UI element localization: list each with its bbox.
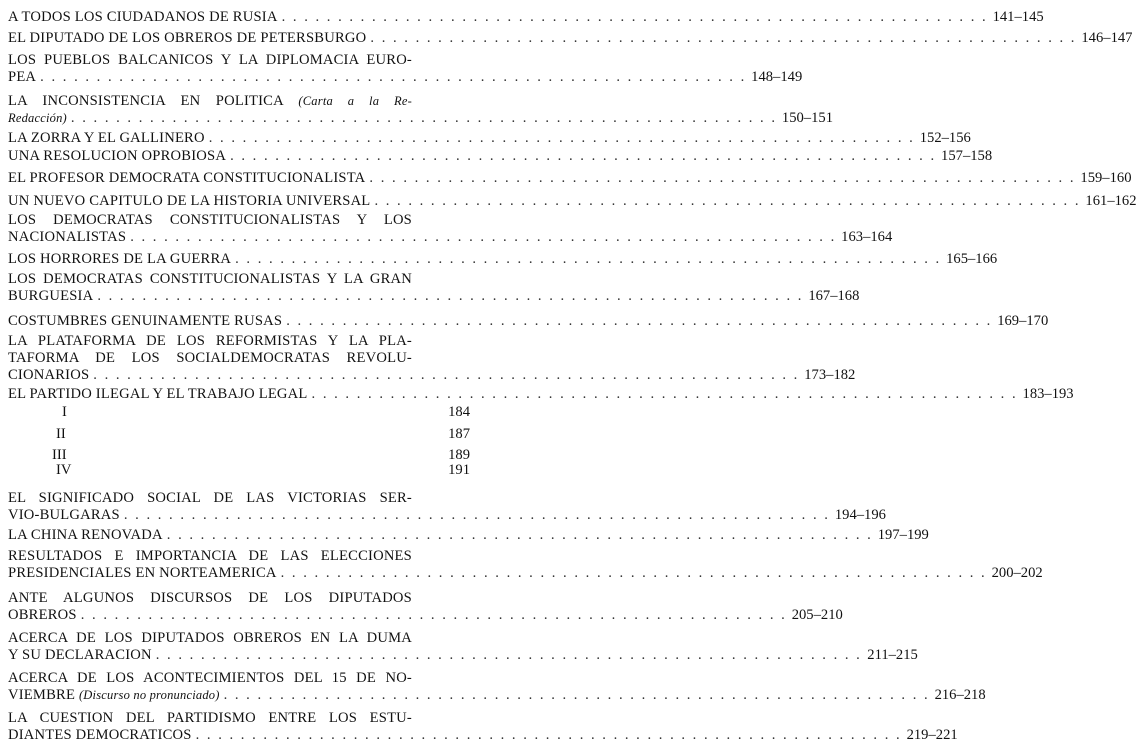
entry-last-line	[8, 69, 803, 86]
toc-entry	[8, 710, 958, 744]
entry-last-line	[8, 527, 929, 544]
page-range: 159–160	[1080, 170, 1132, 186]
entry-title-line: RESULTADOS E IMPORTANCIA DE LAS ELECCIONES	[8, 548, 412, 564]
dot-leader: . . . . . . . . . . . . . . . . . . . . . . . . . . . . . . . . . . . . . . . . . . . . . . . . . . . . . . . . . . . . . . .	[93, 367, 800, 383]
entry-title-text: COSTUMBRES GENUINAMENTE RUSAS	[8, 313, 283, 329]
entry-last-line	[8, 148, 993, 165]
entry-last-line	[8, 687, 986, 704]
page-range: 146–147	[1081, 30, 1133, 46]
dot-leader: . . . . . . . . . . . . . . . . . . . . . . . . . . . . . . . . . . . . . . . . . . . . . . . . . . . . . . . . . . . . . . .	[223, 687, 930, 703]
entry-last-line	[8, 30, 1133, 47]
toc-entry	[8, 9, 1044, 26]
entry-last-line	[8, 110, 833, 127]
entry-title-text: LA INCONSISTENCIA EN POLITICA	[8, 93, 284, 109]
page-range: 169–170	[997, 313, 1049, 329]
toc-entry	[8, 590, 843, 624]
toc-entry	[8, 670, 986, 704]
entry-last-line	[8, 367, 856, 384]
toc-entry	[8, 548, 1043, 582]
entry-title-text: NACIONALISTAS	[8, 229, 127, 245]
page-range: 211–215	[867, 647, 918, 663]
subsection-page: 191	[448, 462, 470, 478]
subsection-page: 187	[448, 426, 470, 442]
toc-entry	[8, 212, 893, 246]
entry-title-line: LA PLATAFORMA DE LOS REFORMISTAS Y LA PLA-	[8, 333, 412, 349]
entry-title-text: LOS HORRORES DE LA GUERRA	[8, 251, 232, 267]
dot-leader: . . . . . . . . . . . . . . . . . . . . . . . . . . . . . . . . . . . . . . . . . . . . . . . . . . . . . . . . . . . . . . .	[374, 193, 1081, 209]
entry-title-line: LOS PUEBLOS BALCANICOS Y LA DIPLOMACIA EURO-	[8, 52, 412, 68]
page-range: 200–202	[991, 565, 1043, 581]
entry-last-line	[8, 507, 886, 524]
entry-last-line	[8, 647, 918, 664]
page-range: 197–199	[877, 527, 929, 543]
entry-title-text: A TODOS LOS CIUDADANOS DE RUSIA	[8, 9, 278, 25]
entry-last-line	[8, 170, 1132, 187]
entry-last-line	[8, 130, 971, 147]
toc-entry	[8, 251, 998, 268]
page-range: 163–164	[841, 229, 893, 245]
subsection-page: 184	[448, 404, 470, 420]
toc-entry	[8, 52, 803, 86]
entry-title-text: UNA RESOLUCION OPROBIOSA	[8, 148, 227, 164]
entry-title-text: UN NUEVO CAPITULO DE LA HISTORIA UNIVERSAL	[8, 193, 371, 209]
page-range: 173–182	[804, 367, 856, 383]
toc-entry	[8, 193, 1137, 210]
toc-entry	[8, 630, 918, 664]
entry-title-text: EL DIPUTADO DE LOS OBREROS DE PETERSBURGO	[8, 30, 367, 46]
entry-title-text: PRESIDENCIALES EN NORTEAMERICA	[8, 565, 277, 581]
page-range: 152–156	[919, 130, 971, 146]
toc-entry	[8, 30, 1133, 47]
entry-last-line	[8, 386, 1074, 403]
dot-leader: . . . . . . . . . . . . . . . . . . . . . . . . . . . . . . . . . . . . . . . . . . . . . . . . . . . . . . . . . . . . . . .	[311, 386, 1018, 402]
toc-entry	[8, 527, 929, 544]
dot-leader: . . . . . . . . . . . . . . . . . . . . . . . . . . . . . . . . . . . . . . . . . . . . . . . . . . . . . . . . . . . . . . .	[130, 229, 837, 245]
entry-last-line	[8, 565, 1043, 582]
subsection-numeral: III	[52, 447, 67, 463]
entry-last-line	[8, 288, 860, 305]
entry-title-text: PEA	[8, 69, 37, 85]
entry-title-text: LA CHINA RENOVADA	[8, 527, 163, 543]
entry-last-line	[8, 9, 1044, 26]
toc-entry	[8, 93, 833, 127]
toc-entry	[8, 490, 886, 524]
page-range: 167–168	[808, 288, 860, 304]
page-range: 219–221	[906, 727, 958, 743]
entry-title-text: LA ZORRA Y EL GALLINERO	[8, 130, 205, 146]
entry-title-line	[8, 93, 412, 110]
entry-title-line: ACERCA DE LOS ACONTECIMIENTOS DEL 15 DE NO-	[8, 670, 412, 686]
dot-leader: . . . . . . . . . . . . . . . . . . . . . . . . . . . . . . . . . . . . . . . . . . . . . . . . . . . . . . . . . . . . . . .	[370, 30, 1077, 46]
entry-last-line	[8, 727, 958, 744]
subsection-numeral: IV	[56, 462, 72, 478]
entry-title-line: ACERCA DE LOS DIPUTADOS OBREROS EN LA DUMA	[8, 630, 412, 646]
entry-title-text: VIEMBRE	[8, 687, 76, 703]
dot-leader: . . . . . . . . . . . . . . . . . . . . . . . . . . . . . . . . . . . . . . . . . . . . . . . . . . . . . . . . . . . . . . .	[369, 170, 1076, 186]
dot-leader: . . . . . . . . . . . . . . . . . . . . . . . . . . . . . . . . . . . . . . . . . . . . . . . . . . . . . . . . . . . . . . .	[195, 727, 902, 743]
entry-last-line	[8, 313, 1049, 330]
entry-title-line: TAFORMA DE LOS SOCIALDEMOCRATAS REVOLU-	[8, 350, 412, 366]
dot-leader: . . . . . . . . . . . . . . . . . . . . . . . . . . . . . . . . . . . . . . . . . . . . . . . . . . . . . . . . . . . . . . .	[208, 130, 915, 146]
dot-leader: . . . . . . . . . . . . . . . . . . . . . . . . . . . . . . . . . . . . . . . . . . . . . . . . . . . . . . . . . . . . . . .	[70, 110, 777, 126]
entry-title-line: ANTE ALGUNOS DISCURSOS DE LOS DIPUTADOS	[8, 590, 412, 606]
dot-leader: . . . . . . . . . . . . . . . . . . . . . . . . . . . . . . . . . . . . . . . . . . . . . . . . . . . . . . . . . . . . . . .	[80, 607, 787, 623]
entry-note: (Carta a la Re-	[298, 94, 412, 108]
toc-entry	[8, 333, 856, 384]
toc-entry	[8, 271, 860, 305]
subsection-page: 189	[448, 447, 470, 463]
entry-last-line	[8, 193, 1137, 210]
page-range: 205–210	[791, 607, 843, 623]
dot-leader: . . . . . . . . . . . . . . . . . . . . . . . . . . . . . . . . . . . . . . . . . . . . . . . . . . . . . . . . . . . . . . .	[166, 527, 873, 543]
dot-leader: . . . . . . . . . . . . . . . . . . . . . . . . . . . . . . . . . . . . . . . . . . . . . . . . . . . . . . . . . . . . . . .	[230, 148, 937, 164]
page-range: 161–162	[1085, 193, 1137, 209]
toc-entry	[8, 386, 1074, 403]
toc-entry	[8, 130, 971, 147]
subsection-numeral: II	[56, 426, 66, 442]
dot-leader: . . . . . . . . . . . . . . . . . . . . . . . . . . . . . . . . . . . . . . . . . . . . . . . . . . . . . . . . . . . . . . .	[155, 647, 862, 663]
page-range: 216–218	[934, 687, 986, 703]
subsection-numeral: I	[62, 404, 67, 420]
page-range: 194–196	[834, 507, 886, 523]
entry-title-text: EL PARTIDO ILEGAL Y EL TRABAJO LEGAL	[8, 386, 308, 402]
entry-title-line: EL SIGNIFICADO SOCIAL DE LAS VICTORIAS SER-	[8, 490, 412, 506]
entry-title-text: DIANTES DEMOCRATICOS	[8, 727, 192, 743]
dot-leader: . . . . . . . . . . . . . . . . . . . . . . . . . . . . . . . . . . . . . . . . . . . . . . . . . . . . . . . . . . . . . . .	[280, 565, 987, 581]
page-range: 183–193	[1022, 386, 1074, 402]
toc-entry	[8, 313, 1049, 330]
entry-title-text: Y SU DECLARACION	[8, 647, 152, 663]
page-range: 148–149	[751, 69, 803, 85]
entry-last-line	[8, 251, 998, 268]
dot-leader: . . . . . . . . . . . . . . . . . . . . . . . . . . . . . . . . . . . . . . . . . . . . . . . . . . . . . . . . . . . . . . .	[40, 69, 747, 85]
page-range: 150–151	[781, 110, 833, 126]
entry-title-text: BURGUESIA	[8, 288, 94, 304]
entry-title-text: EL PROFESOR DEMOCRATA CONSTITUCIONALISTA	[8, 170, 366, 186]
entry-title-text: OBREROS	[8, 607, 77, 623]
entry-title-line: LOS DEMOCRATAS CONSTITUCIONALISTAS Y LOS	[8, 212, 412, 228]
entry-title-line: LA CUESTION DEL PARTIDISMO ENTRE LOS ESTU-	[8, 710, 412, 726]
entry-title-text: CIONARIOS	[8, 367, 90, 383]
page-range: 165–166	[946, 251, 998, 267]
dot-leader: . . . . . . . . . . . . . . . . . . . . . . . . . . . . . . . . . . . . . . . . . . . . . . . . . . . . . . . . . . . . . . .	[286, 313, 993, 329]
entry-title-text: Redacción)	[8, 111, 67, 125]
toc-entry	[8, 148, 993, 165]
dot-leader: . . . . . . . . . . . . . . . . . . . . . . . . . . . . . . . . . . . . . . . . . . . . . . . . . . . . . . . . . . . . . . .	[235, 251, 942, 267]
dot-leader: . . . . . . . . . . . . . . . . . . . . . . . . . . . . . . . . . . . . . . . . . . . . . . . . . . . . . . . . . . . . . . .	[97, 288, 804, 304]
dot-leader: . . . . . . . . . . . . . . . . . . . . . . . . . . . . . . . . . . . . . . . . . . . . . . . . . . . . . . . . . . . . . . .	[281, 9, 988, 25]
entry-title-text: VIO-BULGARAS	[8, 507, 120, 523]
page-range: 157–158	[941, 148, 993, 164]
toc-entry	[8, 170, 1132, 187]
entry-last-line	[8, 229, 893, 246]
page-range: 141–145	[992, 9, 1044, 25]
entry-note: (Discurso no pronunciado)	[78, 688, 220, 702]
dot-leader: . . . . . . . . . . . . . . . . . . . . . . . . . . . . . . . . . . . . . . . . . . . . . . . . . . . . . . . . . . . . . . .	[123, 507, 830, 523]
entry-title-line: LOS DEMOCRATAS CONSTITUCIONALISTAS Y LA GRAN	[8, 271, 412, 287]
entry-last-line	[8, 607, 843, 624]
